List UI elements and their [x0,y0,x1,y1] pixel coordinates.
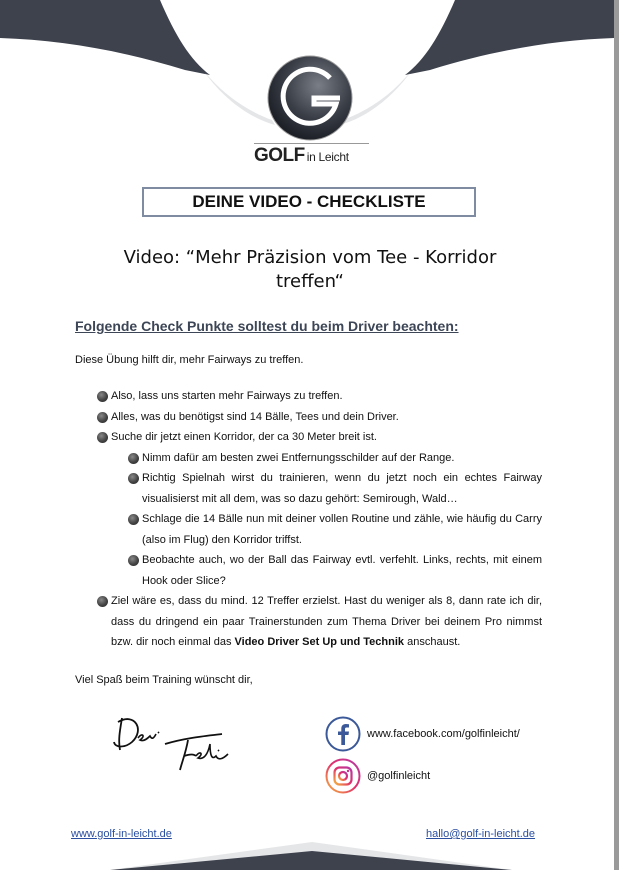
instagram-icon [325,758,361,794]
footer-decoration [0,840,614,870]
checklist-item: Suche dir jetzt einen Korridor, der ca 30 Meter breit ist. [97,427,542,448]
website-link[interactable]: www.golf-in-leicht.de [71,828,172,840]
bullet-icon [128,473,139,484]
bullet-icon [128,555,139,566]
checklist-subitem: Schlage die 14 Bälle nun mit deiner vollen Routine und zähle, wie häufig du Carry (also im Flug) den Korridor triffst. [128,509,542,550]
page-title: DEINE VIDEO - CHECKLISTE [142,187,476,217]
brand-wordmark: GOLF in Leicht [254,145,349,166]
signature [110,710,240,780]
instagram-link[interactable]: @golfinleicht [325,758,430,794]
checklist-subitem: Beobachte auch, wo der Ball das Fairway evtl. verfehlt. Links, rechts, mit einem Hook oder Slice? [128,550,542,591]
section-heading: Folgende Check Punkte solltest du beim Driver beachten: [75,318,459,334]
checklist [97,386,542,653]
bullet-icon [128,514,139,525]
email-link[interactable]: hallo@golf-in-leicht.de [426,828,536,840]
golf-ball-g-logo [266,54,354,142]
video-reference: Video Driver Set Up und Technik [234,636,405,648]
checklist-subitem: Nimm dafür am besten zwei Entfernungsschilder auf der Range. [128,448,542,469]
scrollbar[interactable] [614,0,619,870]
checklist-item: Ziel wäre es, dass du mind. 12 Treffer erzielst. Hast du weniger als 8, dann rate ich dir, dass du dringend ein paar Trainerstunden zum Thema Driver bei deinem Pro nimmst bzw. dir noch einmal das Video Driver Set Up und Technik anschaust. [97,591,542,653]
intro-text: Diese Übung hilft dir, mehr Fairways zu treffen. [75,354,304,366]
video-title: Video: “Mehr Präzision vom Tee - Korridor treffen“ [123,247,497,292]
checklist-item: Also, lass uns starten mehr Fairways zu treffen. [97,386,542,407]
bullet-icon [97,412,108,423]
brand-divider [254,143,369,144]
facebook-link[interactable]: www.facebook.com/golfinleicht/ [325,716,520,752]
bullet-icon [97,596,108,607]
facebook-icon [325,716,361,752]
closing-text: Viel Spaß beim Training wünscht dir, [75,674,253,686]
bullet-icon [128,453,139,464]
checklist-item: Alles, was du benötigst sind 14 Bälle, Tees und dein Driver. [97,407,542,428]
bullet-icon [97,432,108,443]
bullet-icon [97,391,108,402]
checklist-subitem: Richtig Spielnah wirst du trainieren, wenn du jetzt noch ein echtes Fairway visualisierst mit all dem, was so dazu gehört: Semirough, Wald… [128,468,542,509]
